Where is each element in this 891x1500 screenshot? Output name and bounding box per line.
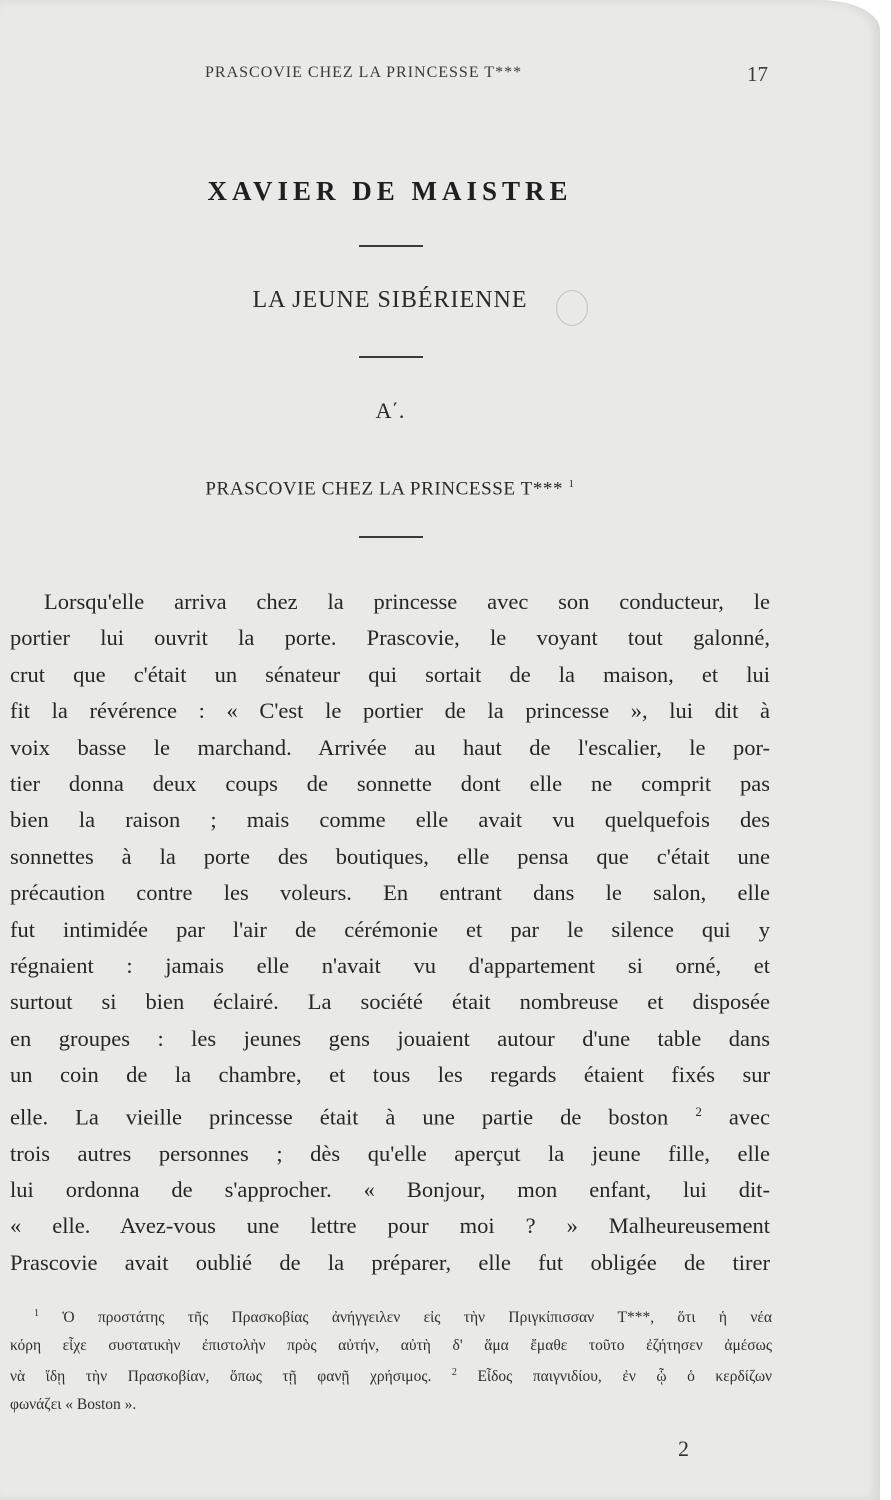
text-line: régnaient : jamais elle n'avait vu d'appartement si orné, et: [10, 953, 770, 979]
footnote-line: [10, 1300, 772, 1332]
text-line: portier lui ouvrit la porte. Prascovie, le voyant tout galonné,: [10, 625, 770, 651]
footnote-marker: 1: [34, 1308, 39, 1319]
text-line: Prascovie avait oublié de la préparer, elle fut obligée de tirer: [10, 1249, 770, 1275]
chapter-number: Α΄.: [375, 398, 405, 423]
text-line: voix basse le marchand. Arrivée au haut de l'escalier, le por-: [10, 734, 770, 760]
work-title: LA JEUNE SIBÉRIENNE: [252, 287, 528, 313]
text-line: tier donna deux coups de sonnette dont elle ne comprit pas: [10, 771, 770, 797]
footnote-line: κόρη εἶχε συστατικὴν ἐπιστολὴν πρὸς αὐτήν, αὐτὴ δ' ἅμα ἔμαθε τοῦτο ἐζήτησεν ἀμέσως: [10, 1336, 772, 1354]
chapter-title-text: PRASCOVIE CHEZ LA PRINCESSE T***: [205, 478, 564, 500]
text-line: bien la raison ; mais comme elle avait vu quelquefois des: [10, 807, 770, 833]
text-line: trois autres personnes ; dès qu'elle aperçut la jeune fille, elle: [10, 1140, 770, 1166]
background-edge: [880, 0, 891, 1500]
text-line: lui ordonna de s'approcher. « Bonjour, mon enfant, lui dit-: [10, 1177, 770, 1202]
page-number: 17: [747, 62, 768, 86]
footnote-line: φωνάζει « Boston ».: [10, 1395, 137, 1413]
divider-rule: [359, 245, 423, 247]
footnote-text: Εἶδος παιγνιδίου, ἐν ᾧ ὁ κερδίζων: [477, 1368, 773, 1386]
ink-stamp-mark: [556, 290, 588, 326]
text-line: surtout si bien éclairé. La société était nombreuse et disposée: [10, 989, 770, 1015]
footnote-text: νὰ ἴδῃ τὴν Πρασκοβίαν, ὅπως τῇ φανῇ χρήσιμος.: [10, 1368, 432, 1386]
text-line: un coin de la chambre, et tous les regards étaient fixés sur: [10, 1062, 770, 1088]
footnote-line: [10, 1359, 772, 1391]
chapter-title: [0, 478, 780, 500]
signature-mark: 2: [678, 1436, 689, 1461]
text-line: fit la révérence : « C'est le portier de la princesse », lui dit à: [10, 698, 770, 724]
text-line: crut que c'était un sénateur qui sortait de la maison, et lui: [10, 661, 770, 687]
text-line: Lorsqu'elle arriva chez la princesse avec son conducteur, le: [44, 589, 770, 614]
footnotes: [10, 1300, 772, 1418]
text-segment: avec: [728, 1104, 771, 1130]
running-head: PRASCOVIE CHEZ LA PRINCESSE T***: [205, 64, 523, 81]
divider-rule: [359, 536, 423, 538]
text-line: précaution contre les voleurs. En entrant dans le salon, elle: [10, 880, 770, 906]
text-line: fut intimidée par l'air de cérémonie et par le silence qui y: [10, 916, 770, 942]
footnote-text: Ὁ προστάτης τῆς Πρασκοβίας ἀνήγγειλεν εἰς τὴν Πριγκίπισσαν T***, ὅτι ἡ νέα: [62, 1309, 773, 1327]
divider-rule: [359, 356, 423, 358]
text-line: [10, 1094, 770, 1136]
footnote-ref: 1: [568, 478, 575, 490]
author-title: XAVIER DE MAISTRE: [207, 176, 573, 206]
footnote-ref: 2: [695, 1103, 702, 1119]
text-segment: elle. La vieille princesse était à une partie de boston: [10, 1104, 669, 1130]
body-paragraph: [10, 584, 770, 1281]
footnote-marker: 2: [451, 1367, 457, 1379]
text-line: « elle. Avez-vous une lettre pour moi ? » Malheureusement: [10, 1213, 770, 1239]
text-line: sonnettes à la porte des boutiques, elle pensa que c'était une: [10, 843, 770, 869]
text-line: en groupes : les jeunes gens jouaient autour d'une table dans: [10, 1025, 770, 1051]
